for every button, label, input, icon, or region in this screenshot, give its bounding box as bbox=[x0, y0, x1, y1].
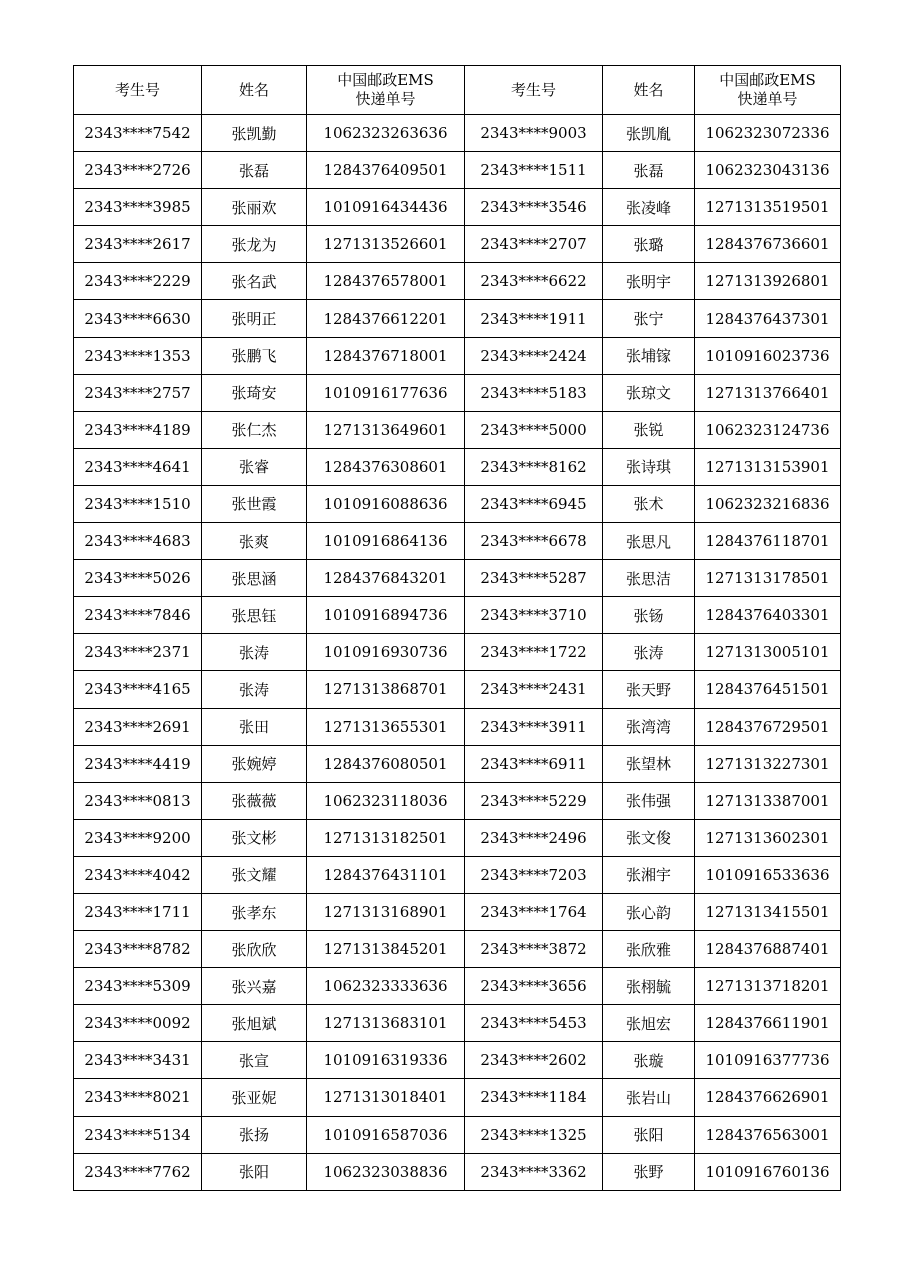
name-left-cell: 张仁杰 bbox=[202, 411, 307, 448]
name-right-cell: 张旭宏 bbox=[603, 1005, 695, 1042]
ems-no-left-cell: 1010916177636 bbox=[307, 374, 465, 411]
ems-no-right-cell: 1010916760136 bbox=[695, 1153, 841, 1190]
exam-no-right-cell: 2343****2496 bbox=[465, 819, 603, 856]
exam-no-left-cell: 2343****2229 bbox=[74, 263, 202, 300]
ems-no-left-cell: 1062323263636 bbox=[307, 115, 465, 152]
ems-no-left-cell: 1271313018401 bbox=[307, 1079, 465, 1116]
ems-no-right-cell: 1284376736601 bbox=[695, 226, 841, 263]
exam-no-right-cell: 2343****1184 bbox=[465, 1079, 603, 1116]
header-ems-line2: 快递单号 bbox=[355, 90, 416, 108]
name-left-cell: 张名武 bbox=[202, 263, 307, 300]
exam-no-right-cell: 2343****1764 bbox=[465, 893, 603, 930]
name-right-cell: 张凌峰 bbox=[603, 189, 695, 226]
name-right-cell: 张阳 bbox=[603, 1116, 695, 1153]
exam-no-right-cell: 2343****3872 bbox=[465, 931, 603, 968]
exam-no-right-cell: 2343****3710 bbox=[465, 597, 603, 634]
ems-no-right-cell: 1284376611901 bbox=[695, 1005, 841, 1042]
exam-no-right-cell: 2343****6622 bbox=[465, 263, 603, 300]
name-right-cell: 张琼文 bbox=[603, 374, 695, 411]
exam-no-left-cell: 2343****3431 bbox=[74, 1042, 202, 1079]
name-left-cell: 张鹏飞 bbox=[202, 337, 307, 374]
name-left-cell: 张文耀 bbox=[202, 856, 307, 893]
ems-no-left-cell: 1271313526601 bbox=[307, 226, 465, 263]
table-row bbox=[74, 968, 841, 1005]
ems-no-left-cell: 1271313845201 bbox=[307, 931, 465, 968]
name-right-cell: 张欣雅 bbox=[603, 931, 695, 968]
name-right-cell: 张锐 bbox=[603, 411, 695, 448]
exam-no-left-cell: 2343****1510 bbox=[74, 485, 202, 522]
exam-no-left-cell: 2343****5134 bbox=[74, 1116, 202, 1153]
table-row bbox=[74, 485, 841, 522]
name-left-cell: 张丽欢 bbox=[202, 189, 307, 226]
name-left-cell: 张婉婷 bbox=[202, 745, 307, 782]
exam-no-left-cell: 2343****5309 bbox=[74, 968, 202, 1005]
ems-no-left-cell: 1271313868701 bbox=[307, 671, 465, 708]
name-right-cell: 张岩山 bbox=[603, 1079, 695, 1116]
name-left-cell: 张旭斌 bbox=[202, 1005, 307, 1042]
name-right-cell: 张望林 bbox=[603, 745, 695, 782]
exam-no-left-cell: 2343****8782 bbox=[74, 931, 202, 968]
ems-no-right-cell: 1284376729501 bbox=[695, 708, 841, 745]
ems-no-left-cell: 1010916319336 bbox=[307, 1042, 465, 1079]
ems-no-left-cell: 1062323333636 bbox=[307, 968, 465, 1005]
name-left-cell: 张思涵 bbox=[202, 560, 307, 597]
ems-no-left-cell: 1284376431101 bbox=[307, 856, 465, 893]
ems-no-left-cell: 1062323038836 bbox=[307, 1153, 465, 1190]
table-row bbox=[74, 152, 841, 189]
ems-no-right-cell: 1271313178501 bbox=[695, 560, 841, 597]
exam-no-right-cell: 2343****8162 bbox=[465, 448, 603, 485]
ems-no-left-cell: 1010916434436 bbox=[307, 189, 465, 226]
name-left-cell: 张涛 bbox=[202, 671, 307, 708]
ems-no-left-cell: 1062323118036 bbox=[307, 782, 465, 819]
exam-no-right-cell: 2343****5453 bbox=[465, 1005, 603, 1042]
ems-no-right-cell: 1271313718201 bbox=[695, 968, 841, 1005]
name-left-cell: 张龙为 bbox=[202, 226, 307, 263]
ems-no-left-cell: 1284376718001 bbox=[307, 337, 465, 374]
ems-no-right-cell: 1284376626901 bbox=[695, 1079, 841, 1116]
ems-shipment-table bbox=[73, 65, 841, 1191]
name-left-cell: 张凯勤 bbox=[202, 115, 307, 152]
ems-no-right-cell: 1062323216836 bbox=[695, 485, 841, 522]
name-right-cell: 张栩毓 bbox=[603, 968, 695, 1005]
name-right-cell: 张埔镓 bbox=[603, 337, 695, 374]
header-ems-line1: 中国邮政EMS bbox=[719, 71, 816, 89]
name-right-cell: 张思洁 bbox=[603, 560, 695, 597]
name-left-cell: 张睿 bbox=[202, 448, 307, 485]
exam-no-left-cell: 2343****4683 bbox=[74, 523, 202, 560]
name-right-cell: 张野 bbox=[603, 1153, 695, 1190]
ems-no-right-cell: 1010916377736 bbox=[695, 1042, 841, 1079]
exam-no-left-cell: 2343****4165 bbox=[74, 671, 202, 708]
ems-no-right-cell: 1010916023736 bbox=[695, 337, 841, 374]
ems-no-right-cell: 1284376887401 bbox=[695, 931, 841, 968]
ems-no-right-cell: 1271313926801 bbox=[695, 263, 841, 300]
table-row bbox=[74, 560, 841, 597]
ems-no-left-cell: 1271313683101 bbox=[307, 1005, 465, 1042]
exam-no-right-cell: 2343****3656 bbox=[465, 968, 603, 1005]
exam-no-right-cell: 2343****5000 bbox=[465, 411, 603, 448]
exam-no-right-cell: 2343****6911 bbox=[465, 745, 603, 782]
name-left-cell: 张涛 bbox=[202, 634, 307, 671]
ems-no-right-cell: 1062323043136 bbox=[695, 152, 841, 189]
name-left-cell: 张宣 bbox=[202, 1042, 307, 1079]
table-row bbox=[74, 300, 841, 337]
exam-no-left-cell: 2343****4189 bbox=[74, 411, 202, 448]
exam-no-left-cell: 2343****3985 bbox=[74, 189, 202, 226]
exam-no-right-cell: 2343****1911 bbox=[465, 300, 603, 337]
header-name-right: 姓名 bbox=[603, 66, 695, 115]
table-row bbox=[74, 1116, 841, 1153]
header-ems-right bbox=[695, 66, 841, 115]
table-row bbox=[74, 337, 841, 374]
exam-no-right-cell: 2343****9003 bbox=[465, 115, 603, 152]
table-row bbox=[74, 189, 841, 226]
ems-no-left-cell: 1284376308601 bbox=[307, 448, 465, 485]
name-left-cell: 张田 bbox=[202, 708, 307, 745]
ems-no-left-cell: 1010916894736 bbox=[307, 597, 465, 634]
exam-no-right-cell: 2343****5229 bbox=[465, 782, 603, 819]
table-row bbox=[74, 1005, 841, 1042]
ems-no-right-cell: 1284376118701 bbox=[695, 523, 841, 560]
table-row bbox=[74, 374, 841, 411]
exam-no-left-cell: 2343****4419 bbox=[74, 745, 202, 782]
table-row bbox=[74, 708, 841, 745]
ems-no-right-cell: 1271313415501 bbox=[695, 893, 841, 930]
name-right-cell: 张磊 bbox=[603, 152, 695, 189]
table-row bbox=[74, 819, 841, 856]
name-left-cell: 张文彬 bbox=[202, 819, 307, 856]
name-left-cell: 张磊 bbox=[202, 152, 307, 189]
table-row bbox=[74, 523, 841, 560]
table-row bbox=[74, 856, 841, 893]
name-right-cell: 张心韵 bbox=[603, 893, 695, 930]
name-right-cell: 张文俊 bbox=[603, 819, 695, 856]
ems-no-left-cell: 1010916587036 bbox=[307, 1116, 465, 1153]
name-right-cell: 张凯胤 bbox=[603, 115, 695, 152]
exam-no-right-cell: 2343****7203 bbox=[465, 856, 603, 893]
exam-no-left-cell: 2343****0092 bbox=[74, 1005, 202, 1042]
ems-no-left-cell: 1010916088636 bbox=[307, 485, 465, 522]
name-right-cell: 张明宇 bbox=[603, 263, 695, 300]
table-row bbox=[74, 226, 841, 263]
ems-no-right-cell: 1271313602301 bbox=[695, 819, 841, 856]
exam-no-left-cell: 2343****2757 bbox=[74, 374, 202, 411]
table-row bbox=[74, 1153, 841, 1190]
name-left-cell: 张扬 bbox=[202, 1116, 307, 1153]
exam-no-left-cell: 2343****8021 bbox=[74, 1079, 202, 1116]
table-row bbox=[74, 671, 841, 708]
name-left-cell: 张琦安 bbox=[202, 374, 307, 411]
ems-no-right-cell: 1284376451501 bbox=[695, 671, 841, 708]
exam-no-right-cell: 2343****2431 bbox=[465, 671, 603, 708]
exam-no-left-cell: 2343****6630 bbox=[74, 300, 202, 337]
table-row bbox=[74, 931, 841, 968]
exam-no-right-cell: 2343****2707 bbox=[465, 226, 603, 263]
exam-no-right-cell: 2343****6678 bbox=[465, 523, 603, 560]
name-right-cell: 张宁 bbox=[603, 300, 695, 337]
ems-no-left-cell: 1284376080501 bbox=[307, 745, 465, 782]
exam-no-left-cell: 2343****7542 bbox=[74, 115, 202, 152]
name-left-cell: 张思钰 bbox=[202, 597, 307, 634]
exam-no-right-cell: 2343****1722 bbox=[465, 634, 603, 671]
ems-no-right-cell: 1271313227301 bbox=[695, 745, 841, 782]
name-left-cell: 张欣欣 bbox=[202, 931, 307, 968]
ems-no-left-cell: 1010916930736 bbox=[307, 634, 465, 671]
name-right-cell: 张璐 bbox=[603, 226, 695, 263]
exam-no-left-cell: 2343****5026 bbox=[74, 560, 202, 597]
ems-no-right-cell: 1271313519501 bbox=[695, 189, 841, 226]
name-left-cell: 张明正 bbox=[202, 300, 307, 337]
table-row bbox=[74, 1042, 841, 1079]
ems-no-right-cell: 1271313766401 bbox=[695, 374, 841, 411]
ems-no-right-cell: 1271313387001 bbox=[695, 782, 841, 819]
ems-no-right-cell: 1284376403301 bbox=[695, 597, 841, 634]
exam-no-left-cell: 2343****7762 bbox=[74, 1153, 202, 1190]
exam-no-left-cell: 2343****2726 bbox=[74, 152, 202, 189]
table-row bbox=[74, 411, 841, 448]
name-right-cell: 张诗琪 bbox=[603, 448, 695, 485]
name-left-cell: 张薇薇 bbox=[202, 782, 307, 819]
ems-no-left-cell: 1284376612201 bbox=[307, 300, 465, 337]
ems-no-left-cell: 1010916864136 bbox=[307, 523, 465, 560]
exam-no-left-cell: 2343****1711 bbox=[74, 893, 202, 930]
name-right-cell: 张伟强 bbox=[603, 782, 695, 819]
name-left-cell: 张孝东 bbox=[202, 893, 307, 930]
exam-no-right-cell: 2343****5287 bbox=[465, 560, 603, 597]
header-ems-line2: 快递单号 bbox=[737, 90, 798, 108]
exam-no-left-cell: 2343****4641 bbox=[74, 448, 202, 485]
ems-no-left-cell: 1284376409501 bbox=[307, 152, 465, 189]
ems-no-right-cell: 1271313153901 bbox=[695, 448, 841, 485]
exam-no-left-cell: 2343****1353 bbox=[74, 337, 202, 374]
ems-no-left-cell: 1271313649601 bbox=[307, 411, 465, 448]
exam-no-right-cell: 2343****1511 bbox=[465, 152, 603, 189]
exam-no-left-cell: 2343****9200 bbox=[74, 819, 202, 856]
ems-no-right-cell: 1271313005101 bbox=[695, 634, 841, 671]
ems-no-left-cell: 1271313182501 bbox=[307, 819, 465, 856]
exam-no-right-cell: 2343****3546 bbox=[465, 189, 603, 226]
ems-no-left-cell: 1271313168901 bbox=[307, 893, 465, 930]
exam-no-right-cell: 2343****3911 bbox=[465, 708, 603, 745]
ems-no-right-cell: 1062323124736 bbox=[695, 411, 841, 448]
name-right-cell: 张术 bbox=[603, 485, 695, 522]
table-row bbox=[74, 115, 841, 152]
header-exam-no-right: 考生号 bbox=[465, 66, 603, 115]
header-ems-line1: 中国邮政EMS bbox=[337, 71, 434, 89]
table-row bbox=[74, 448, 841, 485]
table-row bbox=[74, 745, 841, 782]
name-left-cell: 张兴嘉 bbox=[202, 968, 307, 1005]
ems-no-right-cell: 1062323072336 bbox=[695, 115, 841, 152]
exam-no-right-cell: 2343****1325 bbox=[465, 1116, 603, 1153]
table-header-row bbox=[74, 66, 841, 115]
ems-no-right-cell: 1284376437301 bbox=[695, 300, 841, 337]
name-left-cell: 张爽 bbox=[202, 523, 307, 560]
table-row bbox=[74, 597, 841, 634]
exam-no-left-cell: 2343****7846 bbox=[74, 597, 202, 634]
header-exam-no-left: 考生号 bbox=[74, 66, 202, 115]
name-right-cell: 张璇 bbox=[603, 1042, 695, 1079]
exam-no-right-cell: 2343****2424 bbox=[465, 337, 603, 374]
exam-no-left-cell: 2343****2691 bbox=[74, 708, 202, 745]
ems-no-left-cell: 1271313655301 bbox=[307, 708, 465, 745]
name-left-cell: 张亚妮 bbox=[202, 1079, 307, 1116]
exam-no-right-cell: 2343****2602 bbox=[465, 1042, 603, 1079]
name-right-cell: 张湘宇 bbox=[603, 856, 695, 893]
ems-no-left-cell: 1284376843201 bbox=[307, 560, 465, 597]
exam-no-left-cell: 2343****4042 bbox=[74, 856, 202, 893]
table-row bbox=[74, 634, 841, 671]
header-name-left: 姓名 bbox=[202, 66, 307, 115]
exam-no-right-cell: 2343****3362 bbox=[465, 1153, 603, 1190]
table-row bbox=[74, 263, 841, 300]
table-row bbox=[74, 893, 841, 930]
name-left-cell: 张世霞 bbox=[202, 485, 307, 522]
name-right-cell: 张湾湾 bbox=[603, 708, 695, 745]
name-right-cell: 张涛 bbox=[603, 634, 695, 671]
table-row bbox=[74, 782, 841, 819]
ems-no-left-cell: 1284376578001 bbox=[307, 263, 465, 300]
exam-no-right-cell: 2343****6945 bbox=[465, 485, 603, 522]
name-right-cell: 张天野 bbox=[603, 671, 695, 708]
exam-no-left-cell: 2343****2617 bbox=[74, 226, 202, 263]
ems-no-right-cell: 1010916533636 bbox=[695, 856, 841, 893]
exam-no-right-cell: 2343****5183 bbox=[465, 374, 603, 411]
table-row bbox=[74, 1079, 841, 1116]
name-left-cell: 张阳 bbox=[202, 1153, 307, 1190]
header-ems-left bbox=[307, 66, 465, 115]
exam-no-left-cell: 2343****2371 bbox=[74, 634, 202, 671]
ems-no-right-cell: 1284376563001 bbox=[695, 1116, 841, 1153]
table-body bbox=[74, 115, 841, 1191]
name-right-cell: 张思凡 bbox=[603, 523, 695, 560]
name-right-cell: 张钖 bbox=[603, 597, 695, 634]
exam-no-left-cell: 2343****0813 bbox=[74, 782, 202, 819]
